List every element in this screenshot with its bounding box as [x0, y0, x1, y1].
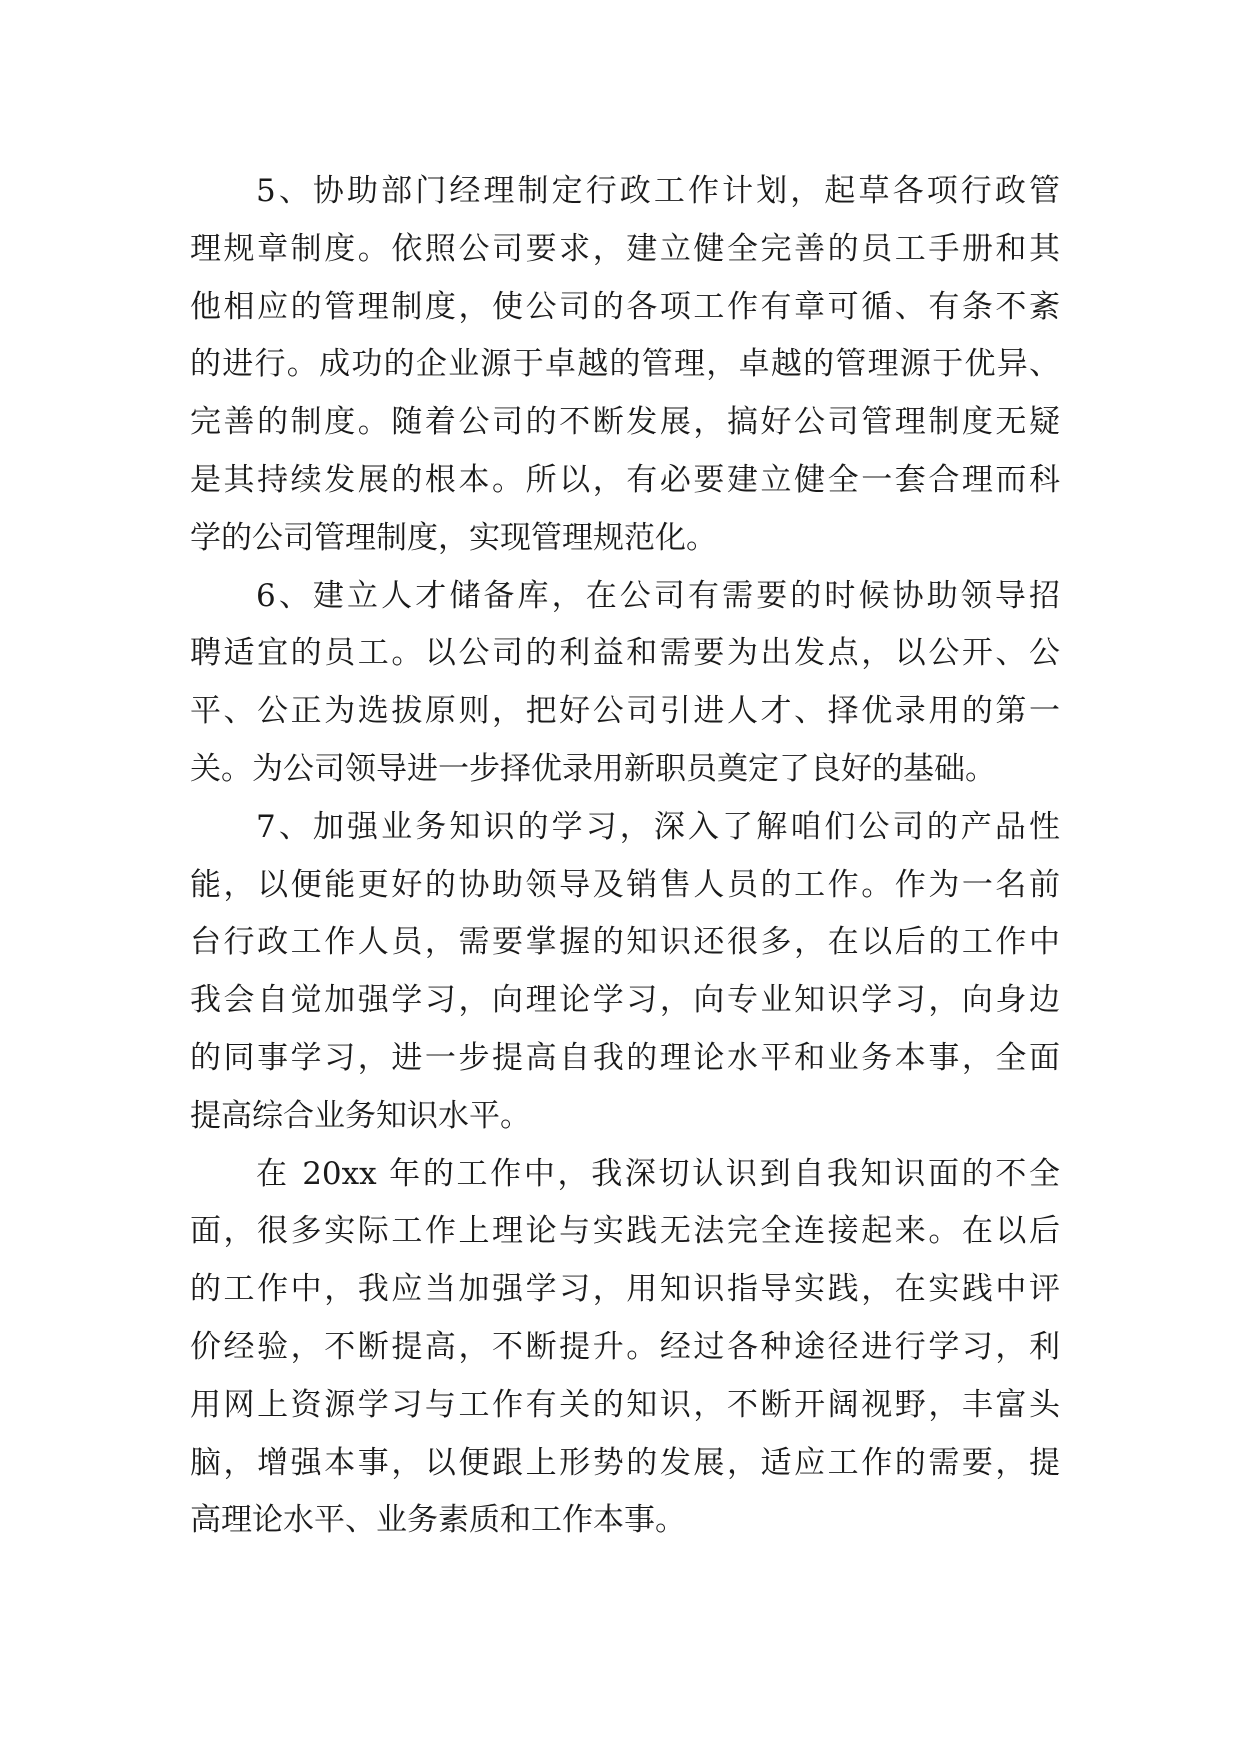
text-line: 在 20xx 年的工作中，我深切认识到自我知识面的不全	[256, 1155, 1060, 1192]
text-line: 完善的制度。随着公司的不断发展，搞好公司管理制度无疑	[190, 404, 1060, 441]
text-line: 用网上资源学习与工作有关的知识，不断开阔视野，丰富头	[190, 1386, 1060, 1423]
text-line: 他相应的管理制度，使公司的各项工作有章可循、有条不紊	[190, 288, 1060, 325]
text-line: 台行政工作人员，需要掌握的知识还很多，在以后的工作中	[190, 924, 1060, 961]
text-line: 面，很多实际工作上理论与实践无法完全连接起来。在以后	[190, 1213, 1060, 1250]
text-line: 我会自觉加强学习，向理论学习，向专业知识学习，向身边	[190, 982, 1060, 1019]
text-line: 高理论水平、业务素质和工作本事。	[190, 1502, 686, 1539]
text-line: 平、公正为选拔原则，把好公司引进人才、择优录用的第一	[190, 693, 1060, 730]
paragraph-summary	[190, 1146, 1060, 1551]
text-line: 理规章制度。依照公司要求，建立健全完善的员工手册和其	[190, 230, 1060, 267]
text-line: 提高综合业务知识水平。	[190, 1097, 531, 1134]
paragraph-5	[190, 163, 1060, 568]
text-line: 6、建立人才储备库，在公司有需要的时候协助领导招	[256, 577, 1060, 614]
text-line: 的进行。成功的企业源于卓越的管理，卓越的管理源于优异、	[190, 346, 1060, 383]
text-line: 学的公司管理制度，实现管理规范化。	[190, 519, 717, 556]
document-body	[190, 163, 1060, 1550]
paragraph-6	[190, 568, 1060, 799]
paragraph-7	[190, 799, 1060, 1146]
text-line: 的工作中，我应当加强学习，用知识指导实践，在实践中评	[190, 1271, 1060, 1308]
text-line: 的同事学习，进一步提高自我的理论水平和业务本事，全面	[190, 1039, 1060, 1076]
text-line: 价经验，不断提高，不断提升。经过各种途径进行学习，利	[190, 1328, 1060, 1365]
text-line: 脑，增强本事，以便跟上形势的发展，适应工作的需要，提	[190, 1444, 1060, 1481]
text-line: 是其持续发展的根本。所以，有必要建立健全一套合理而科	[190, 461, 1060, 498]
text-line: 能，以便能更好的协助领导及销售人员的工作。作为一名前	[190, 866, 1060, 903]
text-line: 5、协助部门经理制定行政工作计划，起草各项行政管	[256, 173, 1060, 209]
text-line: 7、加强业务知识的学习，深入了解咱们公司的产品性	[256, 808, 1060, 845]
text-line: 聘适宜的员工。以公司的利益和需要为出发点，以公开、公	[190, 635, 1060, 672]
text-line: 关。为公司领导进一步择优录用新职员奠定了良好的基础。	[190, 750, 996, 787]
